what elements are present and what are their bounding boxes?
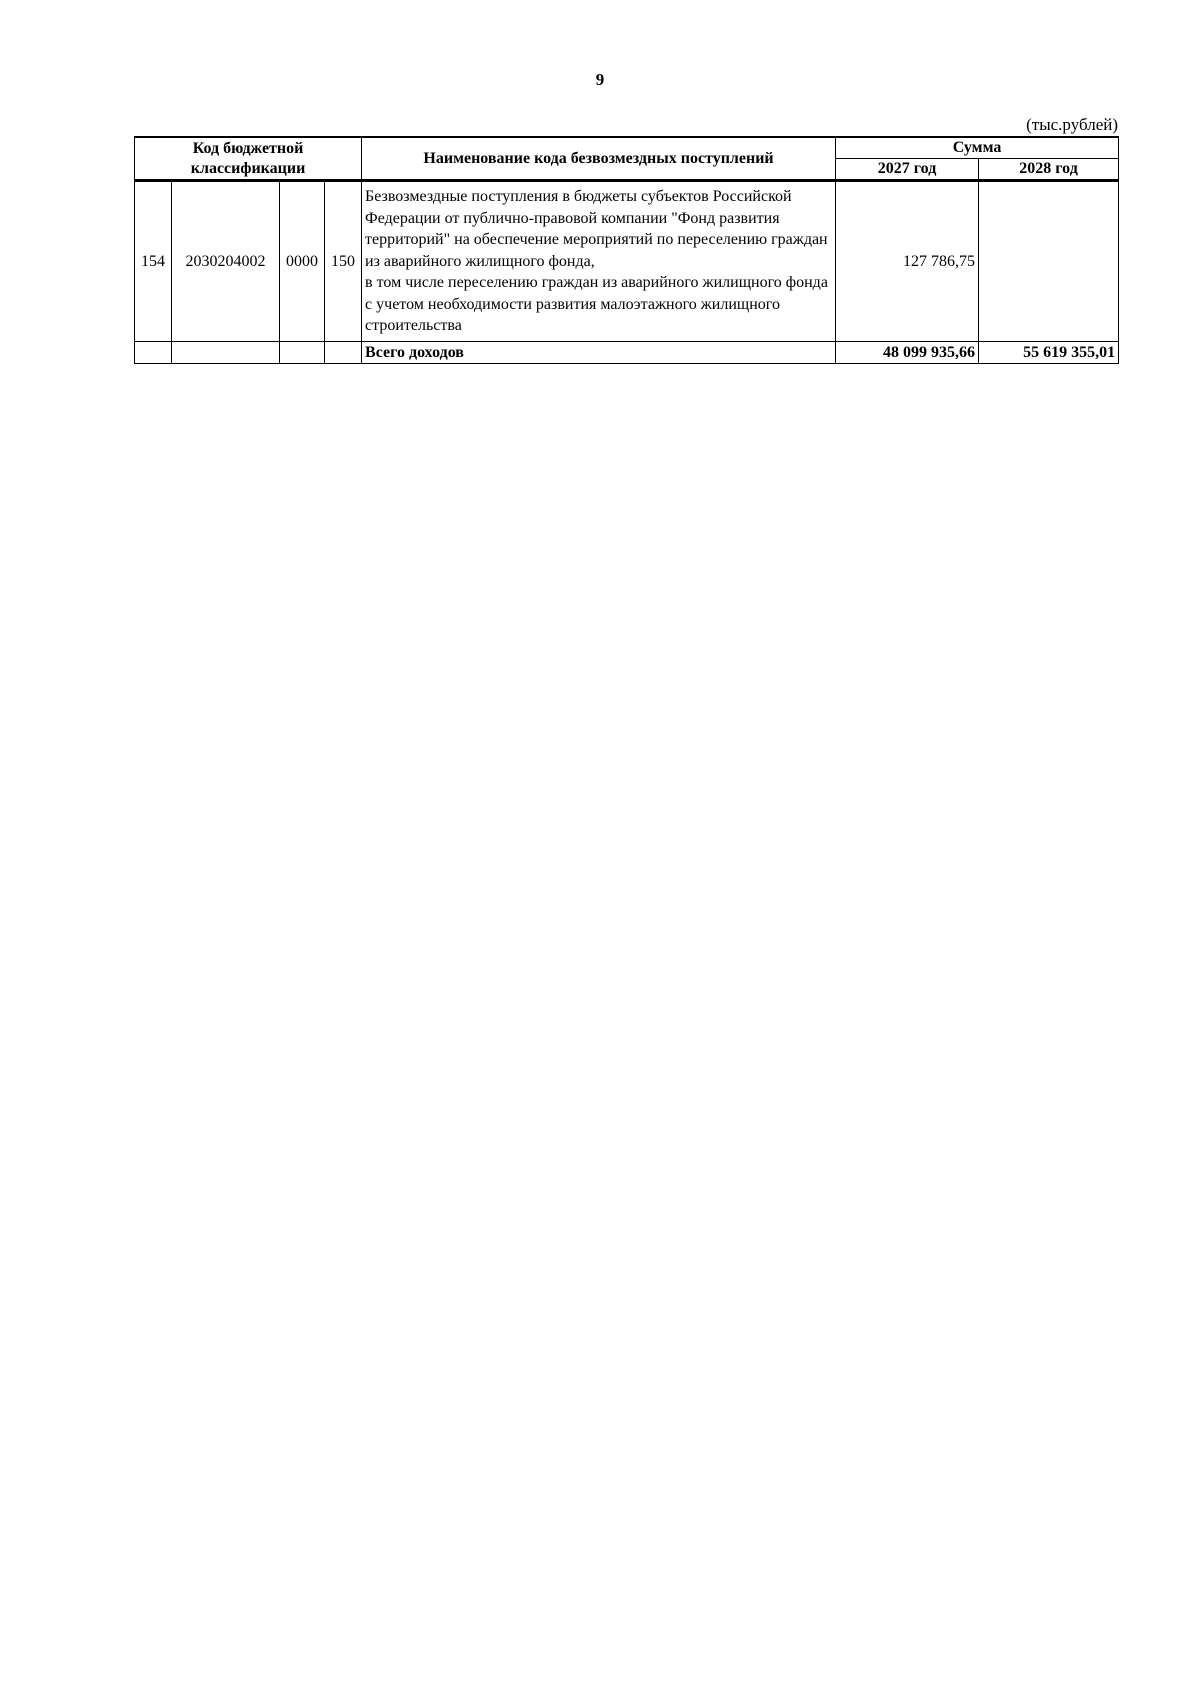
- cell-sum-2027: 127 786,75: [836, 181, 979, 342]
- page-number: 9: [595, 70, 605, 89]
- total-cell-empty-3: [280, 342, 325, 364]
- total-label: Всего доходов: [362, 342, 836, 364]
- header-name: Наименование кода безвозмездных поступлений: [362, 137, 836, 181]
- header-year-2027: 2027 год: [836, 159, 979, 181]
- cell-admin-code: 154: [135, 181, 172, 342]
- description-continuation: в том числе переселению граждан из аварийного жилищного фонда с учетом необходимости развития малоэтажного жилищного строительства: [365, 274, 828, 335]
- header-year-2028: 2028 год: [979, 159, 1119, 181]
- total-cell-empty-2: [172, 342, 280, 364]
- total-cell-empty-4: [325, 342, 362, 364]
- header-code: Код бюджетной классификации: [135, 137, 362, 181]
- header-sum: Сумма: [836, 137, 1119, 159]
- total-cell-empty-1: [135, 342, 172, 364]
- budget-table: [134, 136, 1119, 364]
- cell-sum-2028: [979, 181, 1119, 342]
- description-text: Безвозмездные поступления в бюджеты субъектов Российской Федерации от публично-правовой компании "Фонд развития территорий" на обеспечение мероприятий по переселению граждан из аварийного жилищного фонда,: [365, 188, 828, 270]
- total-sum-2028: 55 619 355,01: [979, 342, 1119, 364]
- cell-description: [362, 181, 836, 342]
- cell-program-code: 0000: [280, 181, 325, 342]
- units-label: (тыс.рублей): [1026, 115, 1118, 134]
- total-row: [135, 342, 1119, 364]
- total-sum-2027: 48 099 935,66: [836, 342, 979, 364]
- cell-income-code: 2030204002: [172, 181, 280, 342]
- header-row-1: [135, 137, 1119, 159]
- table-row: [135, 181, 1119, 342]
- cell-kind-code: 150: [325, 181, 362, 342]
